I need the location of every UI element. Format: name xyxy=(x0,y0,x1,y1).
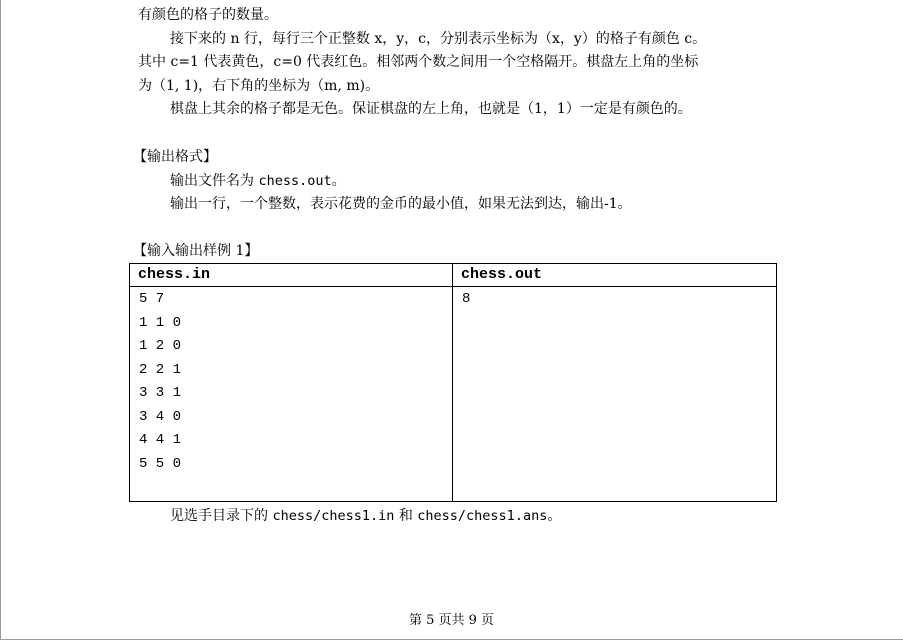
intro-line-1: 有颜色的格子的数量。 xyxy=(138,7,278,23)
sample-table-body-row xyxy=(130,287,777,502)
intro-line-4: 为（1, 1)，右下角的坐标为（m, m)。 xyxy=(138,78,380,94)
intro-line-5: 棋盘上其余的格子都是无色。保证棋盘的左上角，也就是（1，1）一定是有颜色的。 xyxy=(170,101,692,117)
intro-line-3: 其中 c=1 代表黄色，c=0 代表红色。相邻两个数之间用一个空格隔开。棋盘左上角的坐标 xyxy=(138,54,699,70)
sample-input-header: chess.in xyxy=(130,264,453,287)
sample-output-header: chess.out xyxy=(453,264,777,287)
sample-input-line: 5 5 0 xyxy=(139,455,182,472)
output-format-line-1-prefix: 输出文件名为 xyxy=(170,173,254,189)
sample-input-line: 1 2 0 xyxy=(139,338,182,354)
sample-input-line: 4 4 1 xyxy=(139,432,182,448)
sample-output-line: 8 xyxy=(462,291,471,307)
output-format-heading: 【输出格式】 xyxy=(133,149,217,165)
sample-note xyxy=(170,506,561,526)
sample-note-file-2: chess/chess1.ans xyxy=(417,508,548,524)
page-footer: 第 5 页共 9 页 xyxy=(408,613,495,628)
page-left-border xyxy=(0,0,1,640)
sample-input-line: 1 1 0 xyxy=(139,314,182,331)
sample-input-cell xyxy=(130,287,453,502)
sample-input-line: 5 7 xyxy=(139,291,165,307)
sample-input-line: 2 2 1 xyxy=(139,361,182,378)
sample-note-prefix: 见选手目录下的 xyxy=(170,508,268,524)
sample-heading: 【输入输出样例 1】 xyxy=(133,243,259,259)
sample-note-suffix: 。 xyxy=(547,508,562,524)
sample-table xyxy=(129,263,777,502)
sample-input-line: 3 3 1 xyxy=(139,385,182,401)
sample-table-header-row xyxy=(130,264,777,287)
output-format-line-1-suffix: 。 xyxy=(331,173,346,189)
sample-note-middle: 和 xyxy=(398,508,413,524)
sample-output-cell xyxy=(453,287,777,502)
output-format-line-2: 输出一行，一个整数，表示花费的金币的最小值，如果无法到达，输出-1。 xyxy=(170,196,632,212)
sample-input-line: 3 4 0 xyxy=(139,408,182,425)
output-format-line-1 xyxy=(170,171,346,191)
sample-note-file-1: chess/chess1.in xyxy=(272,508,395,524)
output-file-name: chess.out xyxy=(258,173,332,189)
intro-line-2: 接下来的 n 行，每行三个正整数 x，y，c，分别表示坐标为（x，y）的格子有颜色 c。 xyxy=(170,31,707,47)
